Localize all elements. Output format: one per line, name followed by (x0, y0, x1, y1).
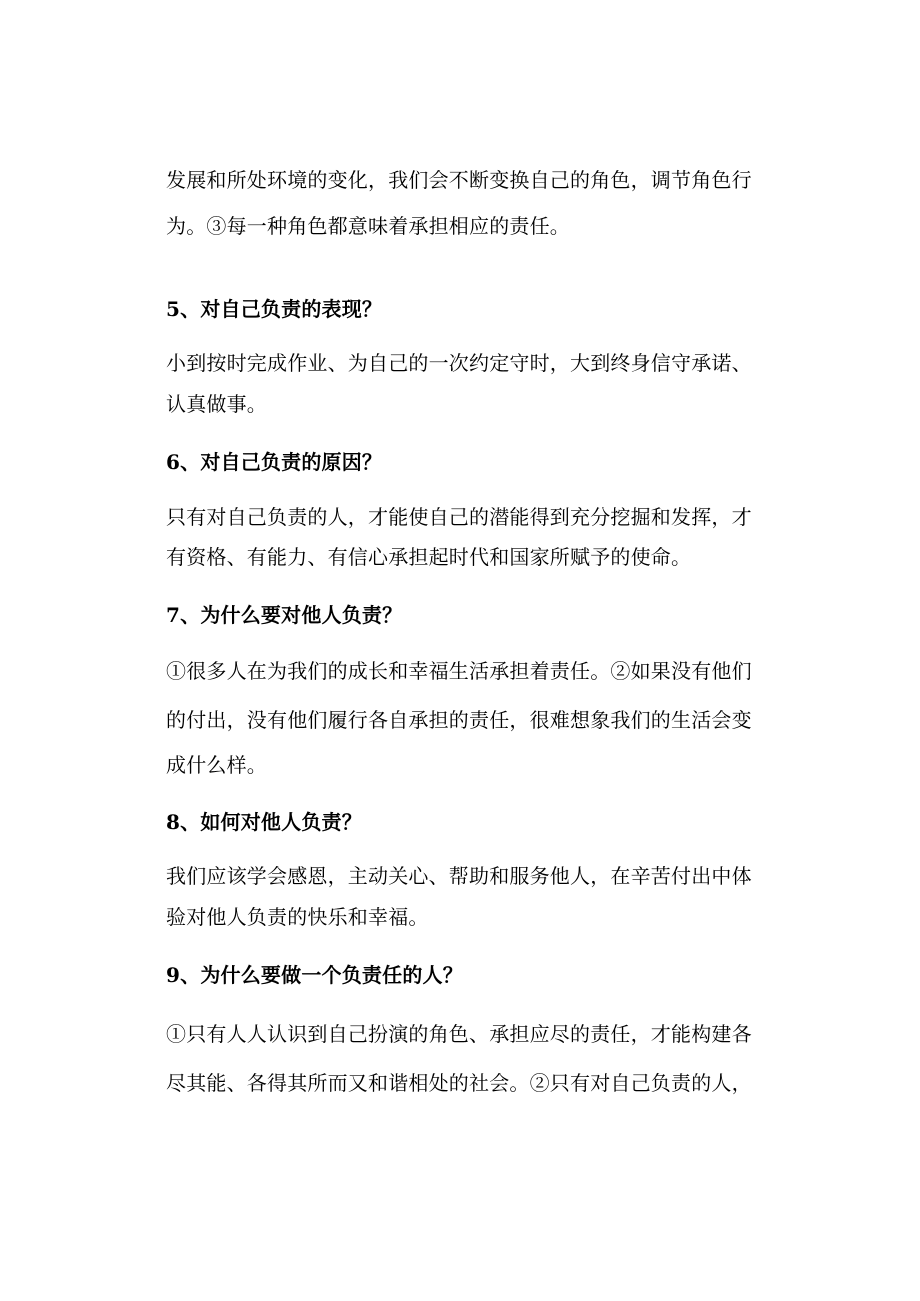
question-5-heading: 5、对自己负责的表现？ (166, 297, 383, 321)
answer-5-line-1: 小到按时完成作业、为自己的一次约定守时，大到终身信守承诺、 (166, 351, 752, 375)
question-6-heading: 6、对自己负责的原因？ (166, 450, 383, 474)
answer-7-line-3: 成什么样。 (166, 753, 267, 777)
answer-8-line-2: 验对他人负责的快乐和幸福。 (166, 905, 429, 929)
answer-9-line-1: ①只有人人认识到自己扮演的角色、承担应尽的责任，才能构建各 (166, 1022, 752, 1046)
answer-7-line-2: 的付出，没有他们履行各自承担的责任，很难想象我们的生活会变 (166, 708, 752, 732)
answer-6-line-1: 只有对自己负责的人，才能使自己的潜能得到充分挖掘和发挥，才 (166, 505, 752, 529)
question-7-heading: 7、为什么要对他人负责？ (166, 603, 403, 627)
answer-6-line-2: 有资格、有能力、有信心承担起时代和国家所赋予的使命。 (166, 545, 692, 569)
intro-line-1: 发展和所处环境的变化，我们会不断变换自己的角色，调节角色行 (166, 168, 752, 192)
answer-7-line-1: ①很多人在为我们的成长和幸福生活承担着责任。②如果没有他们 (166, 659, 752, 683)
answer-8-line-1: 我们应该学会感恩，主动关心、帮助和服务他人，在辛苦付出中体 (166, 864, 752, 888)
answer-5-line-2: 认真做事。 (166, 392, 267, 416)
question-8-heading: 8、如何对他人负责？ (166, 810, 362, 834)
question-9-heading: 9、为什么要做一个负责任的人？ (166, 963, 463, 987)
answer-9-line-2: 尽其能、各得其所而又和谐相处的社会。②只有对自己负责的人， (166, 1071, 752, 1095)
intro-line-2: 为。③每一种角色都意味着承担相应的责任。 (166, 214, 570, 238)
